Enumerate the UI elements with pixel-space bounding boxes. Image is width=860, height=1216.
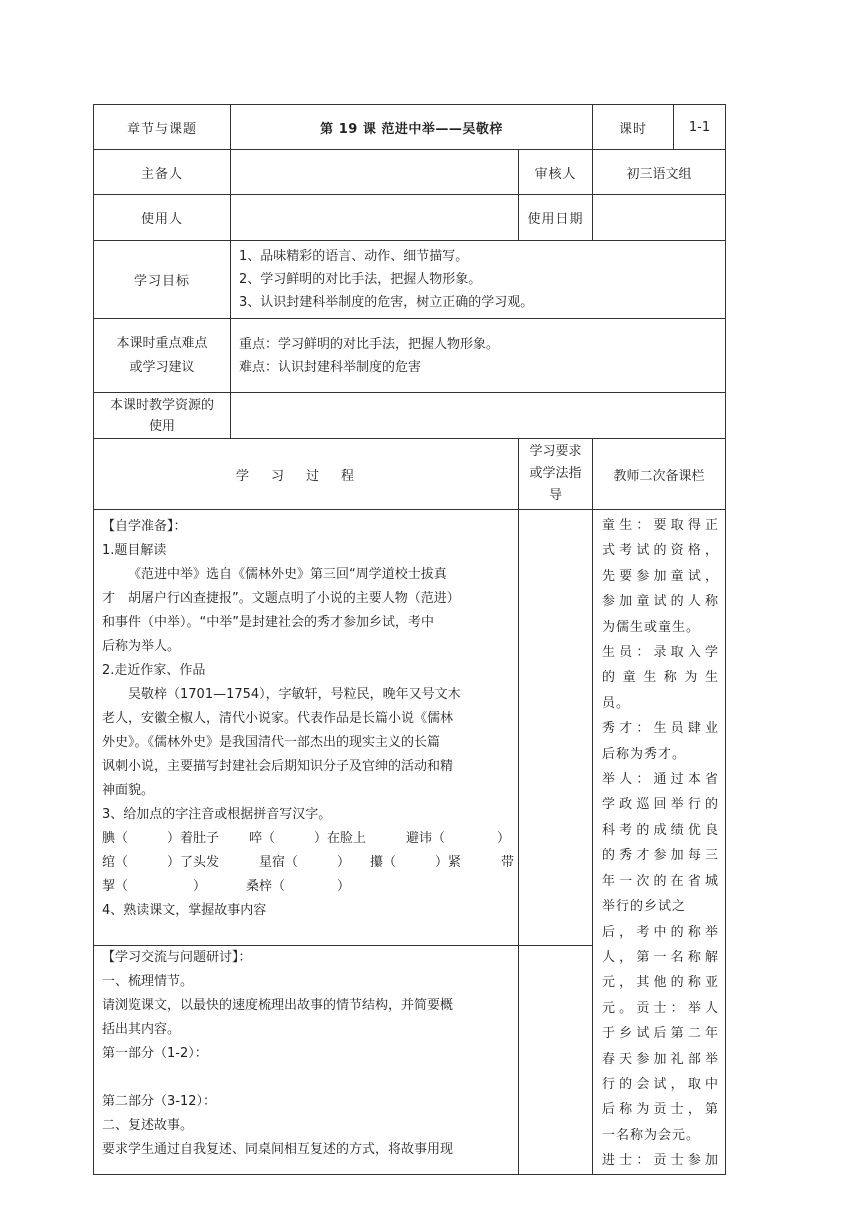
teacher-note-line: 参加童试的人称 xyxy=(602,594,720,610)
teacher-note-line: 式考试的资格， xyxy=(602,543,720,559)
paragraph-line: 神面貌。 xyxy=(102,783,155,798)
resources-value xyxy=(231,393,726,439)
pinyin-row xyxy=(102,827,512,851)
key-points-label-line1: 本课时重点难点 xyxy=(116,335,208,351)
teacher-note-line: 一名称为会元。 xyxy=(602,1127,701,1143)
user-row xyxy=(94,195,726,241)
goals-label: 学习目标 xyxy=(94,241,231,319)
paragraph-line: 要求学生通过自我复述、同桌间相互复述的方式，将故事用现 xyxy=(102,1142,454,1158)
preparer-value xyxy=(231,150,519,195)
method-heading-line1: 学习要求 xyxy=(529,444,582,459)
pinyin-item: 腆（ ）着肚子 xyxy=(102,831,220,846)
method-guidance-heading xyxy=(519,439,593,510)
teacher-note-line: 生员：录取入学 xyxy=(602,645,720,661)
reviewer-value: 初三语文组 xyxy=(593,150,726,195)
teacher-note-line: 后称为秀才。 xyxy=(602,746,687,762)
section-title: 3、给加点的字注音或根据拼音写汉字。 xyxy=(102,807,332,822)
pinyin-item: 带 xyxy=(501,855,515,870)
key-points-label xyxy=(94,319,231,393)
user-value xyxy=(231,195,519,241)
method-guidance-cell xyxy=(519,946,593,1175)
part-one-line: 第一部分（1-2）： xyxy=(102,1046,208,1062)
part-two-line: 第二部分（3-12）： xyxy=(102,1094,217,1110)
teacher-note-line: 元，其他的称亚 xyxy=(602,975,720,991)
paragraph-line: 括出其内容。 xyxy=(102,1022,181,1038)
lesson-title: 第 19 课 范进中举——吴敬梓 xyxy=(231,105,593,150)
pinyin-item: 挈（ ） xyxy=(102,879,207,894)
pinyin-item: 避讳（ ） xyxy=(406,831,511,846)
teacher-note-line: 童生：要取得正 xyxy=(602,518,720,533)
self-prep-row xyxy=(94,510,726,946)
teacher-note-line: 先要参加童试， xyxy=(602,568,720,584)
teacher-note-line: 进士：贡士参加 xyxy=(602,1153,720,1169)
teacher-note-line: 的童生称为生 xyxy=(602,670,720,686)
key-points-row xyxy=(94,319,726,393)
period-label: 课时 xyxy=(593,105,674,150)
teacher-notes-cell xyxy=(593,510,726,1175)
teacher-note-line: 秀才：生员肆业 xyxy=(602,721,720,737)
paragraph-line: 和事件（中举）。“中举”是封建社会的秀才参加乡试，考中 xyxy=(102,615,434,630)
paragraph-line: 讽刺小说，主要描写封建社会后期知识分子及官绅的活动和精 xyxy=(102,759,454,774)
resources-label xyxy=(94,393,231,439)
teacher-note-line: 后称为贡士，第 xyxy=(602,1102,720,1118)
preparer-label: 主备人 xyxy=(94,150,231,195)
difficult-point: 难点：认识封建科举制度的危害 xyxy=(239,359,422,375)
paragraph-line: 请浏览课文，以最快的速度梳理出故事的情节结构，并简要概 xyxy=(102,998,454,1014)
section-title: 1.题目解读 xyxy=(102,543,167,558)
paragraph-line: 老人，安徽全椒人，清代小说家。代表作品是长篇小说《儒林 xyxy=(102,711,454,726)
self-prep-section xyxy=(94,510,519,946)
header-row xyxy=(94,105,726,150)
key-point: 重点：学习鲜明的对比手法，把握人物形象。 xyxy=(239,336,500,352)
use-date-label: 使用日期 xyxy=(519,195,593,241)
paragraph-line: 后称为举人。 xyxy=(102,639,181,654)
resources-label-line1: 本课时教学资源的 xyxy=(109,397,214,413)
pinyin-item: 桑梓（ ） xyxy=(246,879,351,894)
exchange-heading: 【学习交流与问题研讨】： xyxy=(102,950,252,966)
exchange-section xyxy=(94,946,519,1175)
paragraph-line: 才 胡屠户行凶查捷报”。文题点明了小说的主要人物（范进） xyxy=(102,591,460,606)
teacher-note-line: 人，第一名称解 xyxy=(602,949,720,965)
teacher-note-line: 员。 xyxy=(602,695,631,711)
pinyin-item: 攥（ ）紧 xyxy=(370,855,462,870)
paragraph-line: 吴敬梓（1701—1754），字敏轩，号粒民，晚年又号文木 xyxy=(128,687,461,702)
pinyin-item: 星宿（ ） xyxy=(259,855,351,870)
teacher-note-line: 元。贡士：举人 xyxy=(602,1000,720,1016)
preparer-row xyxy=(94,150,726,195)
teacher-note-line: 后，考中的称举 xyxy=(602,924,720,940)
pinyin-row xyxy=(102,851,515,875)
answer-blank xyxy=(102,1066,512,1090)
section-title: 一、梳理情节。 xyxy=(102,974,194,990)
use-date-value xyxy=(593,195,726,241)
goal-item: 1、品味精彩的语言、动作、细节描写。 xyxy=(239,249,469,264)
process-heading: 学习过程 xyxy=(94,439,519,510)
paragraph-line: 《范进中举》选自《儒林外史》第三回“周学道校士拔真 xyxy=(128,567,447,582)
reviewer-label: 审核人 xyxy=(519,150,593,195)
teacher-note-line: 行的会试，取中 xyxy=(602,1076,720,1092)
resources-row xyxy=(94,393,726,439)
self-prep-heading: 【自学准备】： xyxy=(102,519,187,534)
period-value: 1-1 xyxy=(674,105,726,150)
goals-list xyxy=(231,241,726,319)
resources-label-line2: 使用 xyxy=(148,418,175,434)
teacher-note-line: 的秀才参加每三 xyxy=(602,848,720,864)
teacher-note-line: 学政巡回举行的 xyxy=(602,797,720,813)
goals-row xyxy=(94,241,726,319)
method-guidance-cell xyxy=(519,510,593,946)
chapter-label: 章节与课题 xyxy=(94,105,231,150)
section-title: 二、复述故事。 xyxy=(102,1118,194,1134)
teacher-note-line: 年一次的在省城 xyxy=(602,873,720,889)
pinyin-item: 啐（ ）在脸上 xyxy=(249,831,367,846)
teacher-notes-heading: 教师二次备课栏 xyxy=(593,439,726,510)
pinyin-item: 绾（ ）了头发 xyxy=(102,855,220,870)
pinyin-row xyxy=(102,875,512,899)
method-heading-line2: 或学法指 xyxy=(529,466,582,481)
paragraph-line: 外史》。《儒林外史》是我国清代一部杰出的现实主义的长篇 xyxy=(102,735,441,750)
teacher-note-line: 于乡试后第二年 xyxy=(602,1026,720,1042)
section-title: 2.走近作家、作品 xyxy=(102,663,206,678)
teacher-note-line: 春天参加礼部举 xyxy=(602,1051,720,1067)
process-header-row xyxy=(94,439,726,510)
teacher-note-line: 为儒生或童生。 xyxy=(602,619,701,635)
goal-item: 3、认识封建科举制度的危害，树立正确的学习观。 xyxy=(239,295,534,310)
teacher-note-line: 举人：通过本省 xyxy=(602,772,720,788)
user-label: 使用人 xyxy=(94,195,231,241)
teacher-note-line: 科考的成绩优良 xyxy=(602,822,720,838)
goal-item: 2、学习鲜明的对比手法，把握人物形象。 xyxy=(239,272,482,287)
lesson-plan-table xyxy=(93,104,726,1175)
key-points-content xyxy=(231,319,726,393)
section-title: 4、熟读课文，掌握故事内容 xyxy=(102,903,267,918)
method-heading-line3: 导 xyxy=(549,488,563,503)
teacher-note-line: 举行的乡试之 xyxy=(602,899,687,915)
key-points-label-line2: 或学习建议 xyxy=(129,359,195,375)
